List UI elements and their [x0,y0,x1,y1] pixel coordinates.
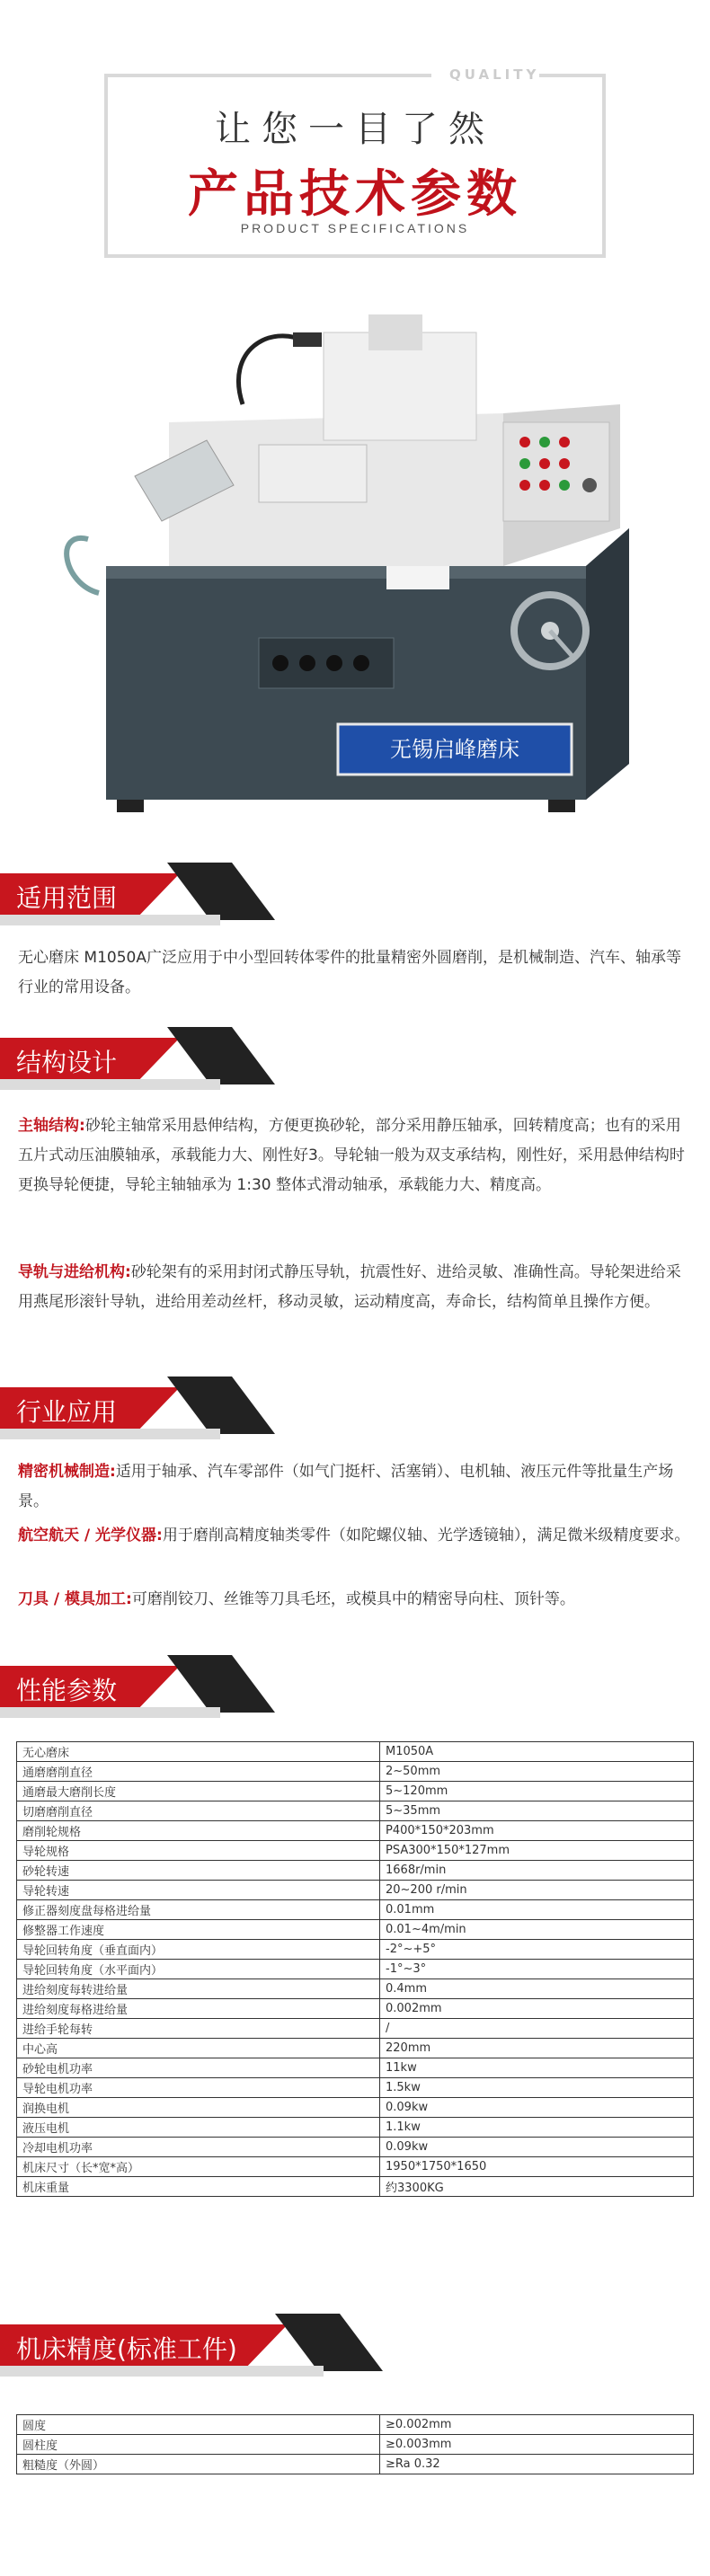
table-row [17,2435,694,2455]
table-row [17,1940,694,1960]
param-name: 导轮回转角度（垂直面内） [17,1940,380,1960]
param-name: 修整器工作速度 [17,1920,380,1940]
param-value: / [380,2019,694,2039]
control-panel [503,422,609,521]
table-row [17,1881,694,1900]
param-value: -1°~3° [380,1960,694,1979]
hero-banner [0,0,710,863]
param-value: 2~50mm [380,1762,694,1782]
table-row [17,1960,694,1979]
table-row [17,1742,694,1762]
machine-base-side [586,528,629,800]
param-name: 冷却电机功率 [17,2138,380,2157]
table-row [17,2177,694,2197]
guideway-label: 导轨与进给机构: [18,1263,131,1281]
table-row [17,2019,694,2039]
table-row [17,1920,694,1940]
lamp-head [293,332,322,347]
param-name: 机床尺寸（长*宽*高） [17,2157,380,2177]
industry-text: 用于磨削高精度轴类零件（如陀螺仪轴、光学透镜轴），满足微米级精度要求。 [162,1527,690,1545]
param-value: P400*150*203mm [380,1821,694,1841]
param-value: 约3300KG [380,2177,694,2197]
param-value: 1950*1750*1650 [380,2157,694,2177]
table-row [17,2058,694,2078]
table-row [17,1979,694,1999]
param-value: -2°~+5° [380,1940,694,1960]
industry-label: 航空航天 / 光学仪器: [18,1527,163,1545]
param-name: 圆度 [17,2415,380,2435]
nameplate-text: 无锡启峰磨床 [390,737,519,762]
param-name: 进给手轮每转 [17,2019,380,2039]
table-row [17,1841,694,1861]
industry-text: 可磨削铰刀、丝锥等刀具毛坯，或模具中的精密导向柱、顶针等。 [131,1590,575,1608]
table-row [17,1999,694,2019]
table-row [17,1861,694,1881]
precision-table [16,2414,694,2474]
section-header-precision [0,2314,710,2377]
industry-text: 适用于轴承、汽车零部件（如气门挺杆、活塞销）、电机轴、液压元件等批量生产场景。 [18,1463,674,1510]
table-row [17,2415,694,2435]
section-header-scope [0,863,710,925]
label-plate [386,566,449,589]
param-name: 中心高 [17,2039,380,2058]
param-name: 进给刻度每格进给量 [17,1999,380,2019]
section-header-performance [0,1655,710,1718]
param-value: 11kw [380,2058,694,2078]
param-name: 切磨磨削直径 [17,1801,380,1821]
param-name: 圆柱度 [17,2435,380,2455]
table-row [17,2157,694,2177]
param-value: 0.01mm [380,1900,694,1920]
industry-label: 刀具 / 模具加工: [18,1590,132,1608]
section-title: 性能参数 [16,1676,118,1705]
param-name: 液压电机 [17,2118,380,2138]
param-value: 0.09kw [380,2138,694,2157]
head-top [368,314,422,350]
param-name: 砂轮电机功率 [17,2058,380,2078]
table-row [17,2455,694,2474]
param-value: 0.002mm [380,1999,694,2019]
param-name: 导轮电机功率 [17,2078,380,2098]
table-row [17,1762,694,1782]
param-name: 修正器刻度盘每格进给量 [17,1900,380,1920]
hero-subtitle: 让您一目了然 [215,109,495,150]
param-value: 20~200 r/min [380,1881,694,1900]
scope-text: 无心磨床 M1050A广泛应用于中小型回转体零件的批量精密外圆磨削，是机械制造、汽车、轴承等行业的常用设备。 [18,949,681,996]
section-title: 适用范围 [16,883,118,913]
industry-item-1 [18,1457,694,1517]
table-row [17,1900,694,1920]
param-name: 通磨最大磨削长度 [17,1782,380,1801]
spindle-text: 砂轮主轴常采用悬伸结构，方便更换砂轮，部分采用静压轴承，回转精度高；也有的采用五片式动压油膜轴承，承载能力大、刚性好3。导轮轴一般为双支承结构，刚性好，采用悬伸结构时更换导轮便捷，导轮主轴轴承为 1:30 整体式滑动轴承，承载能力大、精度高。 [18,1117,685,1194]
quality-word: QUALITY [449,66,540,83]
industry-item-3 [18,1585,694,1615]
param-value: 5~120mm [380,1782,694,1801]
section-header-structure [0,1027,710,1090]
table-row [17,2098,694,2118]
table-row [17,2138,694,2157]
param-name: 导轮规格 [17,1841,380,1861]
param-value: 1.1kw [380,2118,694,2138]
param-value: PSA300*150*127mm [380,1841,694,1861]
param-value: 0.4mm [380,1979,694,1999]
param-value: 5~35mm [380,1801,694,1821]
table-row [17,2118,694,2138]
param-value: ≥Ra 0.32 [380,2455,694,2474]
industry-item-2 [18,1521,694,1551]
industry-label: 精密机械制造: [18,1463,116,1481]
section-title: 行业应用 [16,1397,118,1427]
section-title: 机床精度(标准工件) [16,2334,237,2364]
structure-paragraph-2 [18,1258,694,1317]
table-row [17,1782,694,1801]
param-value: ≥0.003mm [380,2435,694,2455]
param-value: 0.09kw [380,2098,694,2118]
table-row [17,1821,694,1841]
param-name: 无心磨床 [17,1742,380,1762]
table-row [17,1801,694,1821]
section-header-industry [0,1377,710,1439]
guideway-text: 砂轮架有的采用封闭式静压导轨，抗震性好、进给灵敏、准确性高。导轮架进给采用燕尾形滚针导轨，进给用差动丝杆，移动灵敏，运动精度高，寿命长，结构简单且操作方便。 [18,1263,681,1311]
coolant-hose [67,538,99,593]
wheel-guard [259,445,367,502]
param-name: 机床重量 [17,2177,380,2197]
section-title: 结构设计 [16,1048,118,1077]
param-value: 220mm [380,2039,694,2058]
param-name: 砂轮转速 [17,1861,380,1881]
page-title-english: PRODUCT SPECIFICATIONS [240,221,470,235]
param-value: ≥0.002mm [380,2415,694,2435]
param-name: 进给刻度每转进给量 [17,1979,380,1999]
param-value: 1.5kw [380,2078,694,2098]
param-value: M1050A [380,1742,694,1762]
page-title: 产品技术参数 [188,165,522,224]
param-name: 导轮回转角度（水平面内） [17,1960,380,1979]
param-value: 1668r/min [380,1861,694,1881]
spindle-label: 主轴结构: [18,1117,85,1135]
table-row [17,2039,694,2058]
machine-base-top [106,566,586,579]
param-name: 通磨磨削直径 [17,1762,380,1782]
param-name: 磨削轮规格 [17,1821,380,1841]
param-name: 粗糙度（外圆） [17,2455,380,2474]
structure-paragraph-1 [18,1111,694,1200]
performance-table [16,1741,694,2197]
param-name: 润换电机 [17,2098,380,2118]
param-name: 导轮转速 [17,1881,380,1900]
param-value: 0.01~4m/min [380,1920,694,1940]
table-row [17,2078,694,2098]
machine-image [0,297,710,854]
